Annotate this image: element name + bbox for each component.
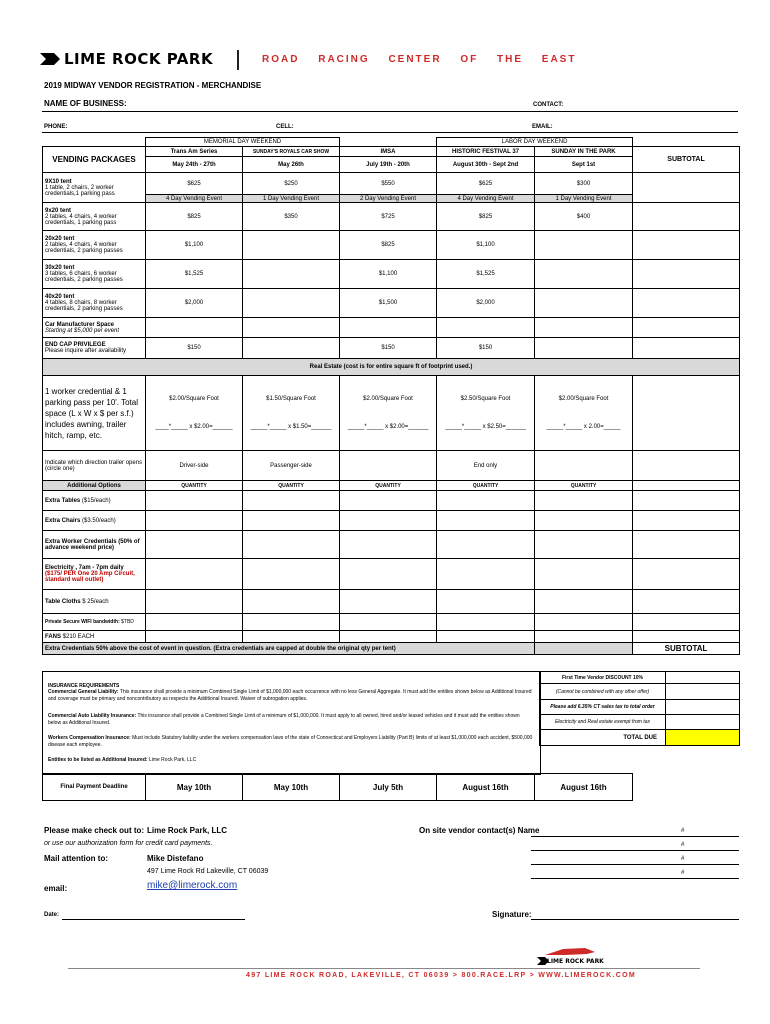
hash-mark: #	[681, 870, 685, 876]
direction-option[interactable]: Passenger-side	[243, 451, 340, 481]
subtotal-cell[interactable]	[633, 289, 740, 318]
quantity-header: QUANTITY	[535, 481, 633, 491]
sqft-price: $2.00/Square Foot	[558, 396, 609, 402]
package-title: 9x20 tent	[45, 207, 72, 214]
mail-address: 497 Lime Rock Rd Lakeville, CT 06039	[147, 868, 269, 875]
subtotal-cell[interactable]	[633, 511, 740, 531]
price-cell[interactable]	[146, 318, 243, 338]
quantity-cell[interactable]	[146, 614, 243, 631]
package-desc: credentials, 1 parking pass	[45, 219, 117, 226]
option-name: Private Secure WIFI bandwidth:	[45, 619, 122, 625]
date-line[interactable]	[62, 919, 245, 920]
price-cell[interactable]: $625	[437, 173, 535, 195]
event-name: HISTORIC FESTIVAL 37	[437, 147, 535, 157]
wc-body: Must include Statutory liability under the workers compensation laws of the state of Connecticut and Employers Liability (Part B) limits of at least $1,000,000 each accident, $500,000 disease each employee.	[48, 735, 533, 748]
sqft-cell[interactable]	[535, 376, 633, 451]
package-title: 9X10 tent	[45, 178, 72, 185]
onsite-line[interactable]	[531, 850, 739, 851]
package-cell	[43, 203, 146, 231]
option-label	[43, 631, 146, 643]
quantity-cell[interactable]	[146, 511, 243, 531]
subtotal-cell[interactable]	[633, 318, 740, 338]
date-label: Date:	[44, 912, 60, 918]
contact-label: CONTACT:	[533, 102, 564, 108]
gl-text	[48, 689, 533, 703]
signature-label: Signature:	[492, 910, 532, 919]
package-desc: credentials, 2 parking passes	[45, 306, 123, 312]
quantity-cell[interactable]	[437, 531, 535, 559]
summary-table	[539, 671, 740, 746]
price-cell[interactable]	[243, 338, 340, 359]
event-date: Sept 1st	[535, 157, 633, 173]
hash-mark: #	[681, 842, 685, 848]
onsite-line[interactable]	[531, 864, 739, 865]
email-link[interactable]: mike@limerock.com	[147, 880, 238, 891]
subtotal-cell[interactable]	[633, 631, 740, 643]
wc-head: Workers Compensation Insurance:	[48, 735, 131, 741]
hash-mark: #	[681, 828, 685, 834]
discount-note: (Cannot be combined with any other offer)	[540, 684, 666, 700]
deadline-date: May 10th	[146, 774, 243, 801]
package-title: 40x20 tent	[45, 294, 75, 300]
price-cell[interactable]: $1,500	[340, 289, 437, 318]
price-cell[interactable]: $2,000	[146, 289, 243, 318]
event-name: SUNDAY IN THE PARK	[535, 147, 633, 157]
option-name: Extra Tables	[45, 497, 82, 504]
quantity-cell[interactable]	[437, 590, 535, 614]
sqft-formula: _____*_____ x 2.00=_____	[546, 424, 621, 430]
package-desc: 4 tables, 8 chairs, 8 worker	[45, 300, 117, 306]
bottom-logo-text: LIME ROCK PARK	[547, 958, 604, 965]
price-cell[interactable]	[535, 318, 633, 338]
quantity-cell[interactable]	[535, 631, 633, 643]
price-cell[interactable]: $725	[340, 203, 437, 231]
package-desc: credentials,1 parking pass	[45, 190, 115, 197]
sqft-cell[interactable]	[340, 376, 437, 451]
quantity-cell[interactable]	[243, 614, 340, 631]
quantity-cell[interactable]	[437, 491, 535, 511]
total-due-cell[interactable]	[666, 730, 740, 746]
price-cell[interactable]: $150	[146, 338, 243, 359]
quantity-cell[interactable]	[146, 491, 243, 511]
option-label	[43, 511, 146, 531]
event-date: May 24th - 27th	[146, 157, 243, 173]
deadline-date: May 10th	[243, 774, 340, 801]
event-date: July 19th - 20th	[340, 157, 437, 173]
labor-group-label: LABOR DAY WEEKEND	[437, 138, 633, 147]
header-tagline: ROAD RACING CENTER OF THE EAST	[262, 54, 577, 65]
option-label	[43, 590, 146, 614]
subtotal-cell[interactable]	[633, 376, 740, 451]
price-cell[interactable]	[243, 260, 340, 289]
package-desc: Please inquire after availability	[45, 348, 127, 354]
quantity-cell[interactable]	[146, 559, 243, 590]
price-cell[interactable]	[535, 231, 633, 260]
bottom-logo	[535, 945, 615, 967]
subtotal-cell[interactable]	[633, 173, 740, 203]
quantity-cell[interactable]	[243, 531, 340, 559]
price-cell[interactable]: $550	[340, 173, 437, 195]
price-cell[interactable]	[243, 231, 340, 260]
auto-text	[48, 713, 533, 727]
phone-line[interactable]	[42, 132, 738, 133]
empty-cell	[535, 643, 633, 655]
header-divider	[237, 50, 239, 70]
package-title: Car Manufacturer Space	[45, 321, 115, 328]
direction-option[interactable]: Driver-side	[146, 451, 243, 481]
event-date: August 30th - Sept 2nd	[437, 157, 535, 173]
price-cell[interactable]	[437, 318, 535, 338]
checkout-value: Lime Rock Park, LLC	[147, 826, 228, 835]
logo-text: LIME ROCK PARK	[64, 50, 214, 68]
insurance-box	[42, 671, 541, 775]
quantity-cell[interactable]	[243, 511, 340, 531]
quantity-cell[interactable]	[340, 614, 437, 631]
quantity-cell[interactable]	[340, 531, 437, 559]
price-cell[interactable]	[243, 289, 340, 318]
subtotal-header: SUBTOTAL	[633, 147, 740, 173]
deadline-table	[42, 773, 633, 801]
direction-option[interactable]	[535, 451, 633, 481]
subtotal-cell[interactable]	[633, 203, 740, 231]
ai-body: Lime Rock Park, LLC	[147, 757, 197, 763]
quantity-cell[interactable]	[243, 631, 340, 643]
price-cell[interactable]: $1,100	[437, 231, 535, 260]
additional-options-header: Additional Options	[43, 481, 146, 491]
mail-label: Mail attention to:	[44, 854, 108, 863]
checkout-label: Please make check out to:	[44, 826, 145, 835]
package-desc: 2 tables, 4 chairs, 4 worker	[45, 242, 117, 248]
quantity-cell[interactable]	[340, 631, 437, 643]
hash-mark: #	[681, 856, 685, 862]
subtotal-footer-label: SUBTOTAL	[633, 643, 740, 655]
package-cell	[43, 260, 146, 289]
sqft-price: $2.50/Square Foot	[460, 396, 511, 402]
quantity-header: QUANTITY	[340, 481, 437, 491]
price-cell[interactable]	[535, 289, 633, 318]
subtotal-cell[interactable]	[633, 590, 740, 614]
deadline-date: August 16th	[437, 774, 535, 801]
auto-body: This insurance shall provide a Combined Single Limit of a minimum of $1,000,000. It must apply to all owned, hired and/or leased vehicles and it must add the entities shown below as Additional Insured.	[48, 713, 520, 726]
price-cell[interactable]: $150	[340, 338, 437, 359]
subtotal-cell[interactable]	[633, 338, 740, 359]
sqft-formula: _____*_____ x $2.50=______	[445, 424, 526, 430]
onsite-line[interactable]	[531, 836, 739, 837]
direction-label: Indicate which direction trailer opens (circle one)	[43, 451, 146, 481]
subtotal-cell[interactable]	[633, 614, 740, 631]
quantity-cell[interactable]	[340, 559, 437, 590]
package-cell	[43, 289, 146, 318]
business-name-line[interactable]	[42, 111, 738, 112]
price-cell[interactable]: $350	[243, 203, 340, 231]
quantity-cell[interactable]	[535, 614, 633, 631]
quantity-cell[interactable]	[535, 531, 633, 559]
sqft-cell[interactable]	[437, 376, 535, 451]
price-cell[interactable]	[243, 318, 340, 338]
quantity-cell[interactable]	[243, 559, 340, 590]
package-desc: 2 tables, 4 chairs, 4 worker	[45, 213, 117, 220]
subtotal-cell[interactable]	[633, 531, 740, 559]
real-estate-desc: 1 worker credential & 1 parking pass per 10'. Total space (L x W x $ per s.f.) includes awning, trailer hitch, ramp, etc.	[43, 376, 146, 451]
event-date: May 26th	[243, 157, 340, 173]
option-price: $ 25/each	[82, 598, 109, 605]
business-name-label: NAME OF BUSINESS:	[44, 99, 127, 108]
quantity-cell[interactable]	[437, 614, 535, 631]
cell-label: CELL:	[276, 124, 294, 130]
quantity-header: QUANTITY	[437, 481, 535, 491]
package-cell	[43, 231, 146, 260]
price-cell[interactable]: $825	[146, 203, 243, 231]
quantity-cell[interactable]	[146, 531, 243, 559]
option-price: $TBD	[121, 619, 134, 625]
subtotal-cell[interactable]	[633, 260, 740, 289]
email-label: EMAIL:	[532, 124, 553, 130]
memorial-group-label: MEMORIAL DAY WEEKEND	[146, 138, 340, 147]
discount-cell[interactable]	[666, 672, 740, 684]
vending-packages-label: VENDING PACKAGES	[43, 147, 146, 173]
event-name: SUNDAY'S ROYALS CAR SHOW	[243, 147, 340, 157]
direction-option[interactable]: End only	[437, 451, 535, 481]
event-type: 4 Day Vending Event	[146, 195, 243, 203]
tax-cell[interactable]	[666, 700, 740, 715]
discount-value-cell[interactable]	[666, 684, 740, 700]
price-cell[interactable]: $1,100	[146, 231, 243, 260]
empty-cell	[633, 481, 740, 491]
quantity-cell[interactable]	[243, 491, 340, 511]
option-price: ($175/ PER One 20 Amp Circuit, standard wall outlet)	[45, 571, 135, 583]
signature-line[interactable]	[531, 919, 739, 920]
tax-note: Electricity and Real estate exempt from tax	[540, 715, 666, 730]
option-label	[43, 559, 146, 590]
price-cell[interactable]	[535, 260, 633, 289]
subtotal-cell[interactable]	[633, 231, 740, 260]
option-name: Electricity , 7am - 7pm daily	[45, 565, 124, 571]
price-cell[interactable]: $1,100	[340, 260, 437, 289]
option-price: $210 EACH	[62, 633, 95, 640]
deadline-label: Final Payment Deadline	[43, 774, 146, 801]
quantity-cell[interactable]	[535, 559, 633, 590]
price-cell[interactable]	[535, 338, 633, 359]
price-cell[interactable]: $400	[535, 203, 633, 231]
quantity-cell[interactable]	[340, 511, 437, 531]
quantity-cell[interactable]	[535, 511, 633, 531]
event-type: 1 Day Vending Event	[535, 195, 633, 203]
extra-credentials-note: Extra Credentials 50% above the cost of event in question. (Extra credentials are capped at double the original qty per tent)	[43, 643, 535, 655]
option-name: Extra Chairs	[45, 517, 83, 524]
tax-label: Please add 6.35% CT sales tax to total order	[540, 700, 666, 715]
wc-text	[48, 735, 533, 749]
package-desc: 3 tables, 6 chairs, 6 worker	[45, 271, 117, 277]
sqft-price: $2.00/Square Foot	[169, 396, 219, 402]
sqft-cell[interactable]	[146, 376, 243, 451]
quantity-cell[interactable]	[340, 590, 437, 614]
quantity-cell[interactable]	[535, 590, 633, 614]
quantity-header: QUANTITY	[243, 481, 340, 491]
sqft-cell[interactable]	[243, 376, 340, 451]
price-cell[interactable]: $2,000	[437, 289, 535, 318]
option-label	[43, 491, 146, 511]
price-cell[interactable]: $825	[340, 231, 437, 260]
sqft-price: $2.00/Square Foot	[363, 396, 413, 402]
form-title: 2019 MIDWAY VENDOR REGISTRATION - MERCHANDISE	[44, 81, 262, 90]
empty-cell	[633, 451, 740, 481]
auto-head: Commercial Auto Liability Insurance:	[48, 713, 137, 719]
direction-option[interactable]	[340, 451, 437, 481]
quantity-header: QUANTITY	[146, 481, 243, 491]
quantity-cell[interactable]	[243, 590, 340, 614]
event-name: IMSA	[340, 147, 437, 157]
quantity-cell[interactable]	[146, 631, 243, 643]
auth-note: or use our authorization form for credit card payments.	[44, 840, 213, 847]
quantity-cell[interactable]	[437, 511, 535, 531]
sqft-price: $1.50/Square Foot	[266, 396, 316, 402]
gl-head: Commercial General Liability:	[48, 689, 119, 695]
price-cell[interactable]: $150	[437, 338, 535, 359]
package-cell	[43, 338, 146, 359]
subtotal-cell[interactable]	[633, 491, 740, 511]
price-cell[interactable]	[340, 318, 437, 338]
price-cell[interactable]: $825	[437, 203, 535, 231]
quantity-cell[interactable]	[437, 559, 535, 590]
total-due-label: TOTAL DUE	[540, 730, 666, 746]
package-desc: Starting at $5,000 per event	[45, 327, 120, 334]
event-type: 4 Day Vending Event	[437, 195, 535, 203]
price-cell[interactable]: $300	[535, 173, 633, 195]
onsite-line[interactable]	[531, 878, 739, 879]
package-desc: 1 table, 2 chairs, 2 worker	[45, 184, 114, 191]
quantity-cell[interactable]	[146, 590, 243, 614]
package-title: 30x20 tent	[45, 265, 75, 271]
package-cell	[43, 318, 146, 338]
package-title: 20x20 tent	[45, 236, 75, 242]
package-cell	[43, 173, 146, 203]
sqft-formula: _____*_____ x $1.50=______	[250, 424, 332, 430]
option-name: FANS	[45, 633, 63, 640]
option-price: ($3.50/each)	[82, 517, 116, 524]
package-desc: credentials, 2 parking passes	[45, 248, 123, 254]
phone-label: PHONE:	[44, 124, 68, 130]
discount-label: First Time Vendor DISCOUNT 10%	[540, 672, 666, 684]
option-label: Extra Worker Credentials (50% of advance weekend price)	[43, 531, 146, 559]
onsite-contact-label: On site vendor contact(s) Name	[419, 826, 540, 835]
price-cell[interactable]: $250	[243, 173, 340, 195]
option-name: Table Cloths	[45, 598, 83, 605]
price-cell[interactable]: $625	[146, 173, 243, 195]
price-cell[interactable]: $1,525	[146, 260, 243, 289]
footer-address: 497 LIME ROCK ROAD, LAKEVILLE, CT 06039 > 800.RACE.LRP > WWW.LIMEROCK.COM	[246, 972, 636, 979]
option-price: ($15/each)	[81, 497, 111, 504]
option-label	[43, 614, 146, 631]
footer-rule	[68, 968, 700, 969]
subtotal-cell[interactable]	[633, 559, 740, 590]
deadline-date: July 5th	[340, 774, 437, 801]
quantity-cell[interactable]	[340, 491, 437, 511]
insurance-title: INSURANCE REQUIREMENTS	[48, 683, 120, 689]
sqft-formula: ____*_____ x $2.00=______	[155, 424, 233, 430]
event-type: 1 Day Vending Event	[243, 195, 340, 203]
price-cell[interactable]: $1,525	[437, 260, 535, 289]
vending-table	[42, 137, 740, 655]
email-footer-label: email:	[44, 884, 68, 893]
mail-name: Mike Distefano	[147, 854, 204, 863]
logo-chevron-icon	[40, 52, 60, 64]
package-desc: credentials, 2 parking passes	[45, 277, 123, 283]
real-estate-header: Real Estate (cost is for entire square ft of footprint used.)	[43, 359, 740, 376]
ai-head: Entities to be listed as Additional Insured:	[48, 757, 148, 763]
sqft-formula: _____*_____ x $2.00=______	[347, 424, 429, 430]
quantity-cell[interactable]	[535, 491, 633, 511]
package-title: END CAP PRIVILEGE	[45, 342, 106, 348]
event-type: 2 Day Vending Event	[340, 195, 437, 203]
tax-value-cell[interactable]	[666, 715, 740, 730]
ai-text	[48, 757, 533, 763]
quantity-cell[interactable]	[437, 631, 535, 643]
event-name: Trans Am Series	[146, 147, 243, 157]
gl-body: This insurance shall provide a minimum Combined Single Limit of $1,000,000 each occurrence with no less General Aggregate. It must add the entities shown below as Additional Insured and coverage must be primary and noncontributory as respects the Additional Insured. Waiver of subrogation applies.	[48, 689, 532, 702]
deadline-date: August 16th	[535, 774, 633, 801]
